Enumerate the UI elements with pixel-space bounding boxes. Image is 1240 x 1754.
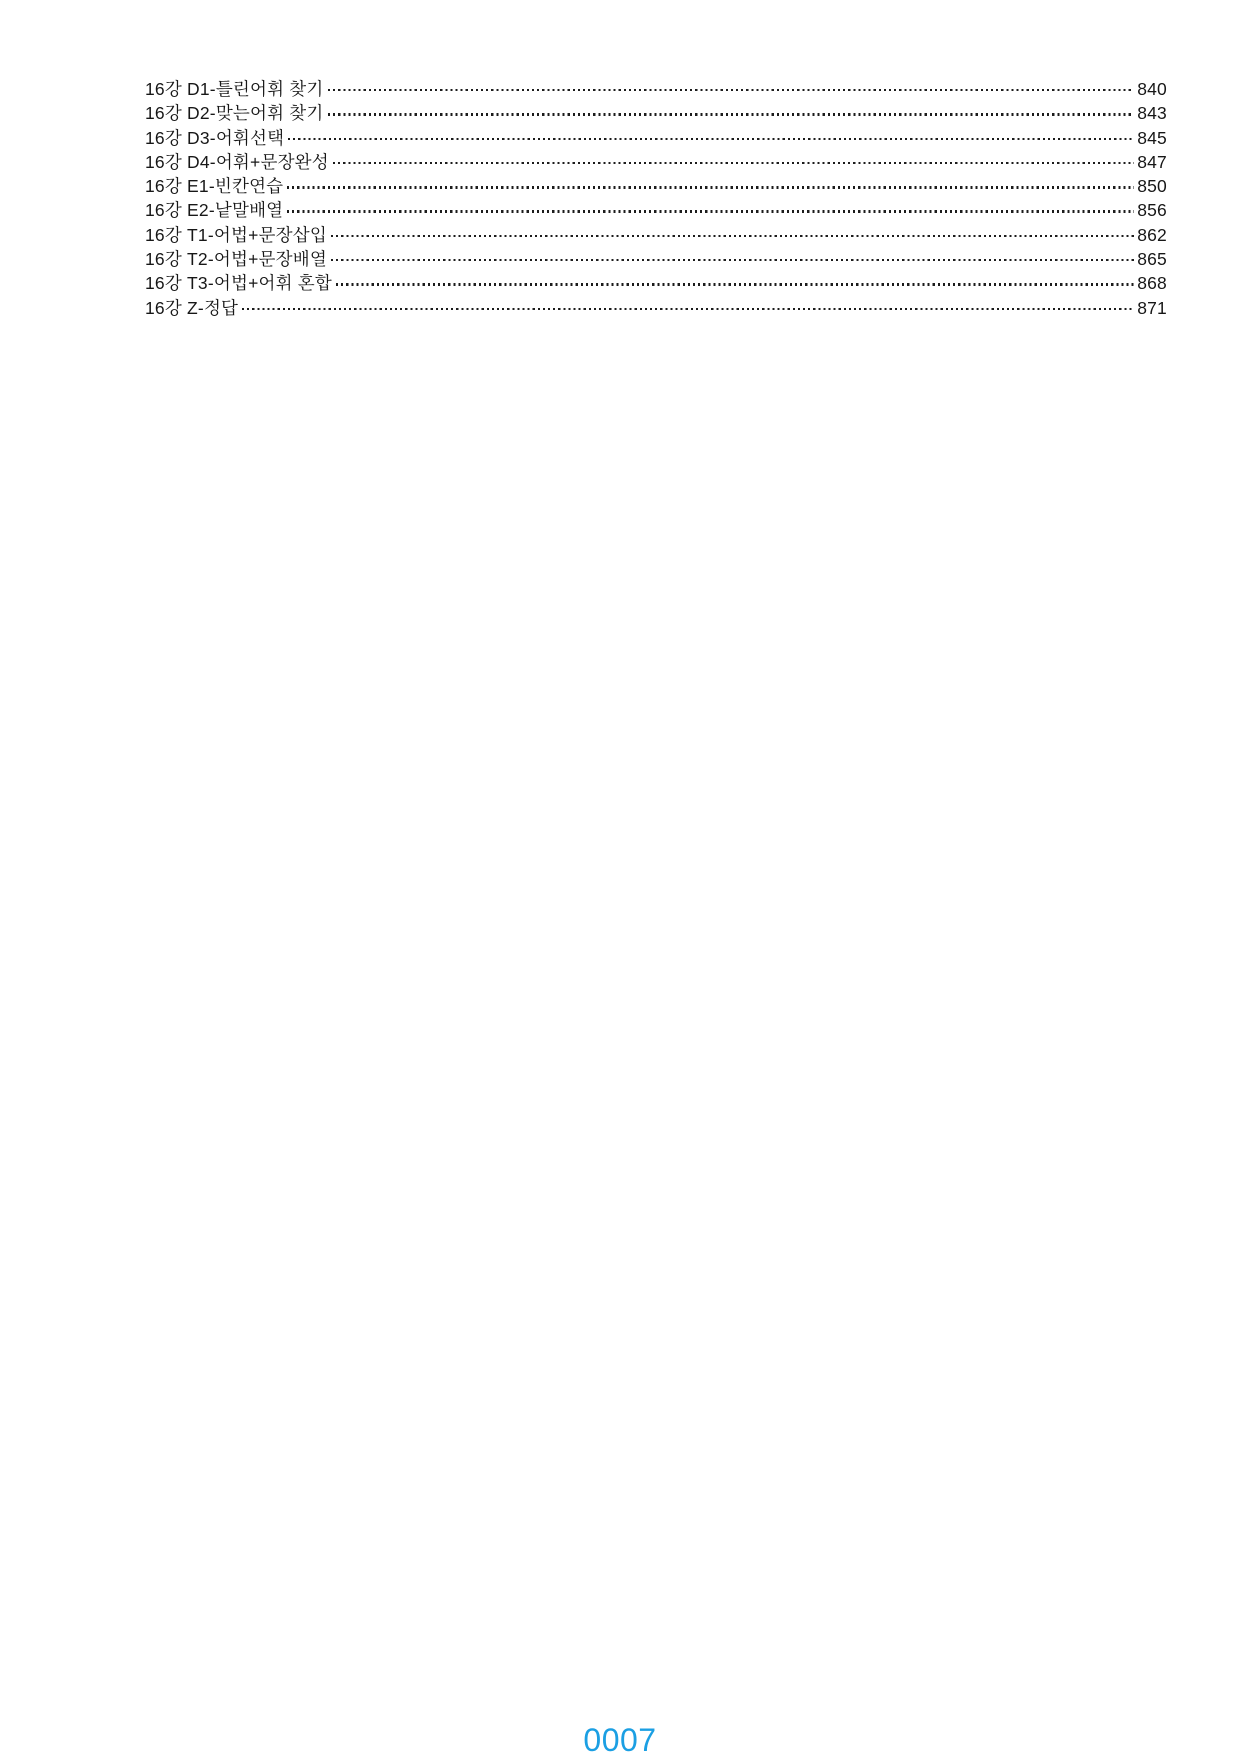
toc-entry: [145, 223, 1167, 247]
toc-entry: [145, 126, 1167, 150]
toc-entry-page: 868: [1137, 273, 1167, 294]
toc-entry-page: 845: [1137, 127, 1167, 148]
toc-entry-label: 16강 E2-낱말배열: [145, 200, 284, 221]
dot-leader: [328, 89, 1135, 91]
dot-leader: [336, 283, 1134, 285]
toc-entry-label: 16강 D1-틀린어휘 찾기: [145, 79, 324, 99]
toc-entry-label: 16강 D2-맞는어휘 찾기: [145, 103, 324, 124]
toc-entry: [145, 296, 1167, 320]
toc-entry: [145, 271, 1167, 295]
toc-entry-label: 16강 T3-어법+어휘 혼합: [145, 273, 332, 294]
dot-leader: [288, 138, 1134, 140]
toc-entry-page: 847: [1137, 151, 1167, 172]
toc-entry-page: 843: [1137, 103, 1167, 124]
footer-page-number: 0007: [583, 1722, 657, 1754]
dot-leader: [328, 113, 1135, 115]
toc-entry-page: 856: [1137, 200, 1167, 221]
toc-entry-page: 850: [1137, 176, 1167, 197]
toc-entry: [145, 198, 1167, 222]
dot-leader: [287, 186, 1134, 188]
toc-entry: [145, 101, 1167, 125]
toc-entry-label: 16강 Z-정답: [145, 297, 239, 318]
dot-leader: [331, 235, 1134, 237]
table-of-contents: [145, 77, 1167, 320]
dot-leader: [242, 308, 1134, 310]
toc-entry: [145, 150, 1167, 174]
toc-entry-label: 16강 E1-빈칸연습: [145, 176, 284, 197]
toc-entry-label: 16강 D4-어휘+문장완성: [145, 151, 329, 172]
toc-entry-page: 862: [1137, 224, 1167, 245]
toc-entry-page: 871: [1137, 297, 1167, 318]
toc-entry-label: 16강 T2-어법+문장배열: [145, 249, 327, 270]
dot-leader: [287, 210, 1134, 212]
toc-entry-page: 865: [1137, 249, 1167, 270]
toc-entry: [145, 77, 1167, 101]
toc-entry: [145, 247, 1167, 271]
toc-entry-label: 16강 D3-어휘선택: [145, 127, 285, 148]
dot-leader: [331, 259, 1134, 261]
toc-entry: [145, 174, 1167, 198]
toc-entry-page: 840: [1137, 79, 1167, 99]
toc-entry-label: 16강 T1-어법+문장삽입: [145, 224, 327, 245]
dot-leader: [333, 162, 1134, 164]
